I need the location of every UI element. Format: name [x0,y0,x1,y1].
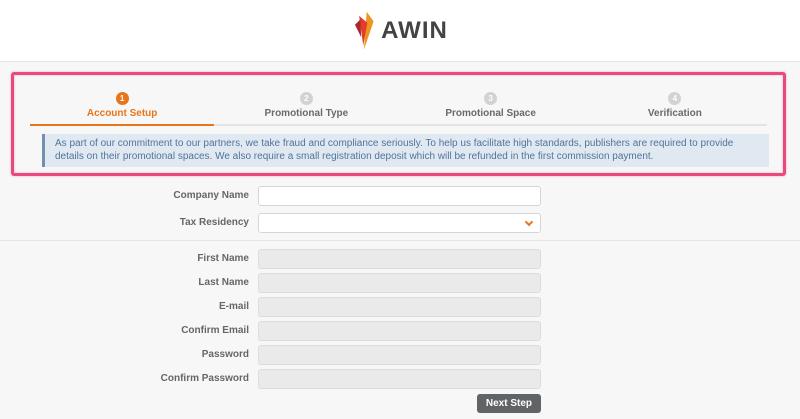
step-label: Verification [647,108,702,119]
step-number-badge: 4 [668,92,681,105]
form-row-company-name [139,186,800,206]
confirm-password-label: Confirm Password [160,373,249,384]
next-step-button[interactable]: Next Step [477,394,541,413]
step-promotional-type[interactable] [214,88,398,126]
step-number-badge: 2 [300,92,313,105]
form-row-password [139,345,800,365]
first-name-input [258,249,541,269]
tax-residency-select[interactable] [258,213,541,233]
step-account-setup[interactable] [30,88,214,126]
compliance-notice: As part of our commitment to our partners, we take fraud and compliance seriously. To help us facilitate high standards, publishers are required to provide details on their promotional spaces. We also require a small registration deposit which will be refunded in the first commission payment. [42,134,769,167]
last-name-label: Last Name [198,277,249,288]
awin-flame-icon [352,11,381,51]
password-label: Password [201,349,249,360]
form-row-last-name [139,273,800,293]
confirm-email-input [258,321,541,341]
password-input [258,345,541,365]
form-actions [258,393,541,413]
page-header [0,0,800,62]
brand-name: AWIN [381,16,448,44]
email-input [258,297,541,317]
step-label: Promotional Type [264,108,349,119]
form-row-confirm-email [139,321,800,341]
account-setup-form [0,176,800,419]
step-label: Promotional Space [445,108,536,119]
company-name-label: Company Name [173,190,249,201]
form-row-first-name [139,249,800,269]
step-verification[interactable] [583,88,767,126]
email-label: E-mail [218,301,249,312]
tax-residency-label: Tax Residency [179,217,249,228]
form-row-confirm-password [139,369,800,389]
highlight-annotation-box [11,72,786,176]
form-row-tax-residency [139,213,800,233]
step-label: Account Setup [86,108,158,119]
step-number-badge: 3 [484,92,497,105]
chevron-down-icon [525,218,533,226]
awin-logo [352,11,448,51]
confirm-email-label: Confirm Email [181,325,249,336]
first-name-label: First Name [197,253,249,264]
confirm-password-input [258,369,541,389]
company-name-input[interactable] [258,186,541,206]
step-promotional-space[interactable] [399,88,583,126]
section-divider [0,240,800,241]
registration-stepper [14,75,783,126]
form-row-email [139,297,800,317]
step-number-badge: 1 [116,92,129,105]
last-name-input [258,273,541,293]
